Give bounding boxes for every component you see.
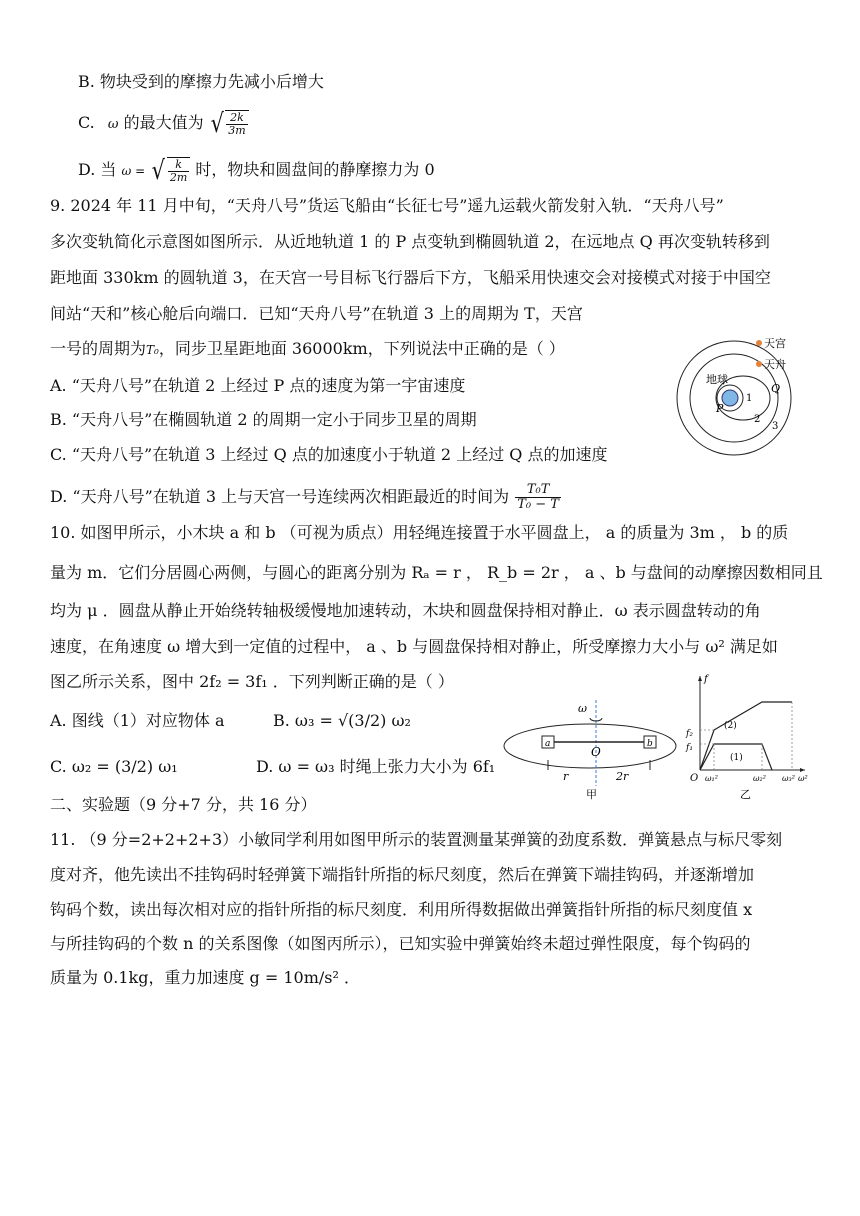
q9-option-b: B. “天舟八号”在椭圆轨道 2 的周期一定小于同步卫星的周期	[50, 410, 477, 429]
q9-option-d-text: D. “天舟八号”在轨道 3 上与天宫一号连续两次相距最近的时间为	[50, 487, 510, 506]
q9-line-5-a: 一号的周期为	[50, 339, 147, 358]
q11-line-1: 11. （9 分=2+2+2+3）小敏同学利用如图甲所示的装置测量某弹簧的劲度系数．弹簧悬点与标尺零刻	[50, 830, 783, 849]
rotation-arrow-icon	[590, 718, 602, 721]
label-q: Q	[771, 382, 781, 395]
label-orbit-1: 1	[746, 393, 753, 404]
label-w1: ω₁²	[705, 774, 718, 783]
label-earth: 地球	[706, 373, 728, 386]
y-axis-arrow-icon	[698, 676, 702, 681]
label-f1: f₁	[686, 743, 693, 753]
label-2r: 2r	[616, 770, 629, 783]
q10-option-b: B. ω₃ = √(3/2) ω₂	[273, 711, 411, 730]
period-fraction	[515, 483, 561, 512]
omega-eq: ω =	[121, 164, 146, 178]
disc-diagram	[500, 698, 680, 802]
q10-line-3: 均为 μ ．圆盘从静止开始绕转轴极缓慢地加速转动，木块和圆盘保持相对静止．ω 表示圆盘转动的角	[50, 601, 761, 620]
label-a: a	[545, 739, 551, 749]
frac-denominator: 3m	[228, 124, 246, 137]
q9-line-1: 9. 2024 年 11 月中旬，“天舟八号”货运飞船由“长征七号”遥九运载火箭发射入轨．“天舟八号”	[50, 196, 724, 215]
omega-symbol: ω	[107, 117, 119, 132]
label-omega: ω	[578, 702, 587, 715]
q10-line-4: 速度，在角速度 ω 增大到一定值的过程中， a 、b 与圆盘保持相对静止，所受摩擦力大小与 ω² 满足如	[50, 637, 778, 656]
q9-option-c: C. “天舟八号”在轨道 3 上经过 Q 点的加速度小于轨道 2 上经过 Q 点的加速度	[50, 445, 608, 464]
q8-option-d-prefix: D. 当	[78, 160, 117, 179]
caption-yi: 乙	[740, 788, 751, 801]
q10-line-2: 量为 m．它们分居圆心两侧，与圆心的距离分别为 Rₐ = r ， R_b = 2r ， a 、b 与盘间的动摩擦因数相同且	[50, 563, 823, 582]
label-orbit-3: 3	[772, 421, 779, 432]
earth-icon	[722, 390, 738, 406]
q11-line-5: 质量为 0.1kg，重力加速度 g = 10m/s² ．	[50, 968, 361, 987]
frac-numerator: T₀T	[515, 483, 561, 498]
frac-denominator: 2m	[169, 171, 188, 184]
caption-jia: 甲	[586, 788, 597, 801]
q10-line-5: 图乙所示关系，图中 2f₂ = 3f₁ ．下列判断正确的是（ ）	[50, 672, 454, 691]
q11-line-3: 钩码个数，读出每次相对应的指针所指的标尺刻度．利用所得数据做出弹簧指针所指的标尺刻度值 x	[50, 900, 753, 919]
q8-option-c-prefix: C.	[78, 113, 95, 132]
label-f: f	[704, 674, 708, 685]
q9-line-5	[50, 339, 565, 360]
friction-graph	[680, 670, 812, 802]
frac-denominator: T₀ − T	[517, 497, 559, 512]
label-f2: f₂	[686, 729, 693, 739]
t0-symbol: T₀	[146, 343, 159, 357]
label-w3: ω₃²	[782, 774, 795, 783]
q11-line-2: 度对齐，他先读出不挂钩码时轻弹簧下端指针所指的标尺刻度，然后在弹簧下端挂钩码，并逐渐增加	[50, 865, 755, 884]
label-tianzhou: 天舟	[764, 358, 786, 371]
label-p: P	[716, 402, 724, 415]
x-axis-arrow-icon	[800, 768, 805, 772]
sqrt-expression: √ $\frac{2k}{3m}$	[209, 110, 249, 137]
q9-option-a: A. “天舟八号”在轨道 2 上经过 P 点的速度为第一宇宙速度	[50, 376, 466, 395]
section-title: 二、实验题（9 分+7 分，共 16 分）	[50, 795, 317, 814]
q9-line-3: 距地面 330km 的圆轨道 3，在天宫一号目标飞行器后下方，飞船采用快速交会对接模式对接于中国空	[50, 268, 771, 287]
q8-option-d-text: 时，物块和圆盘间的静摩擦力为 0	[195, 160, 435, 179]
sqrt-expression: √ $\frac{k}{2m}$	[150, 157, 190, 184]
label-r: r	[563, 770, 569, 783]
tiangong-dot-icon	[756, 340, 762, 346]
q8-option-c	[78, 110, 249, 137]
q9-line-5-b: ，同步卫星距地面 36000km，下列说法中正确的是（ ）	[158, 339, 565, 358]
label-curve-1: (1)	[730, 753, 743, 763]
q9-line-2: 多次变轨简化示意图如图所示．从近地轨道 1 的 P 点变轨到椭圆轨道 2，在远地点 Q 再次变轨转移到	[50, 232, 770, 251]
label-tiangong: 天宫	[764, 337, 786, 350]
label-o: O	[591, 745, 601, 759]
frac-numerator: 2k	[226, 112, 247, 125]
q10-option-d: D. ω = ω₃ 时绳上张力大小为 6f₁	[256, 757, 496, 776]
q9-option-d	[50, 483, 562, 512]
q8-option-b: B. 物块受到的摩擦力先减小后增大	[78, 72, 324, 91]
q10-line-1: 10. 如图甲所示，小木块 a 和 b （可视为质点）用轻绳连接置于水平圆盘上， a 的质量为 3m ， b 的质	[50, 523, 789, 542]
q8-option-c-text: 的最大值为	[123, 113, 204, 132]
orbit-diagram	[672, 326, 807, 458]
q10-option-a: A. 图线（1）对应物体 a	[50, 711, 225, 730]
label-curve-2: (2)	[724, 721, 737, 731]
label-orbit-2: 2	[754, 414, 761, 425]
label-origin: O	[690, 773, 699, 784]
curve-2	[700, 702, 792, 770]
label-w2: ω₂²	[753, 774, 766, 783]
tianzhou-dot-icon	[756, 361, 762, 367]
label-w-axis: ω²	[798, 774, 808, 783]
q8-option-d	[78, 157, 435, 184]
q10-option-c: C. ω₂ = (3/2) ω₁	[50, 757, 178, 776]
frac-numerator: k	[168, 159, 189, 172]
q11-line-4: 与所挂钩码的个数 n 的关系图像（如图丙所示），已知实验中弹簧始终未超过弹性限度，每个钩码的	[50, 934, 751, 953]
q9-line-4: 间站“天和”核心舱后向端口．已知“天舟八号”在轨道 3 上的周期为 T，天宫	[50, 304, 583, 323]
label-b: b	[647, 739, 653, 749]
